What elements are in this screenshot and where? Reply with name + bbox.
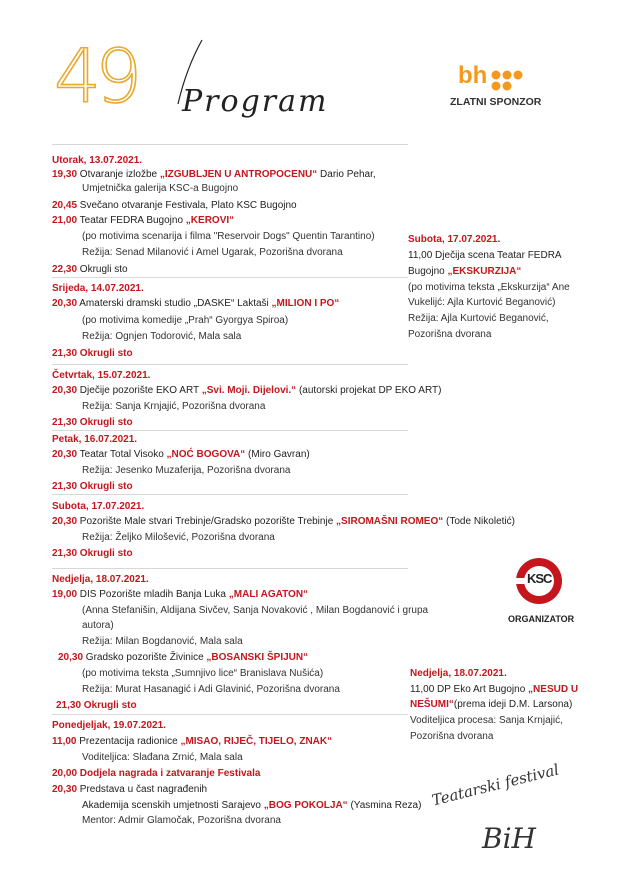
side-line: 11,00 Dječija scena Teatar FEDRA [408, 250, 562, 261]
event-line: 21,30 Okrugli sto [52, 348, 133, 359]
event-detail: (po motivima komedije „Prah“ Gyorgya Spiroa) [82, 315, 289, 326]
separator [52, 714, 408, 715]
event-detail: autora) [82, 620, 114, 631]
event-line: 21,30 Okrugli sto [52, 548, 133, 559]
side-line: Vukelijć: Ajla Kurtović Beganović) [408, 297, 556, 308]
side-line: Voditeljica procesa: Sanja Krnjajić, [410, 715, 563, 726]
day-date: Utorak, 13.07.2021. [52, 155, 143, 166]
day-date: Nedjelja, 18.07.2021. [52, 574, 149, 585]
sponsor-dots-icon [490, 70, 524, 92]
signature-line1: Teatarski festival [430, 760, 561, 810]
event-line: 20,30 Predstava u čast nagrađenih [52, 784, 208, 795]
side-line: (po motivima teksta „Ekskurzija“ Ane [408, 282, 570, 293]
day-date: Petak, 16.07.2021. [52, 434, 138, 445]
day-date: Subota, 17.07.2021. [52, 501, 145, 512]
event-detail: Režija: Jesenko Muzaferija, Pozorišna dvorana [82, 465, 291, 476]
event-detail: Režija: Ognjen Todorović, Mala sala [82, 331, 242, 342]
event-line: 19,30 Otvaranje izložbe „IZGUBLJEN U ANTROPOCENU“ Dario Pehar, [52, 169, 376, 180]
sponsor-brand: bh [458, 62, 488, 89]
event-detail: (po motivima teksta „Sumnjivo lice“ Branislava Nušića) [82, 668, 324, 679]
separator [52, 430, 408, 431]
festival-logo [54, 32, 354, 132]
event-line: 20,00 Dodjela nagrada i zatvaranje Festivala [52, 768, 261, 779]
event-detail: Umjetnička galerija KSC-a Bugojno [82, 183, 239, 194]
event-line: 20,30 Teatar Total Visoko „NOĆ BOGOVA“ (Miro Gavran) [52, 449, 310, 460]
event-detail: Režija: Murat Hasanagić i Adi Glavinić, Pozorišna dvorana [82, 684, 340, 695]
event-line: 20,30 Amaterski dramski studio „DASKE“ Laktaši „MILION I PO“ [52, 298, 340, 309]
event-detail: (po motivima scenarija i filma "Reservoir Dogs" Quentin Tarantino) [82, 231, 375, 242]
event-line: 20,30 Gradsko pozorište Živinice „BOSANSKI ŠPIJUN“ [58, 652, 309, 663]
separator [52, 144, 408, 145]
side-line: Bugojno „EKSKURZIJA“ [408, 266, 522, 277]
event-detail: Akademija scenskih umjetnosti Sarajevo „BOG POKOLJA“ (Yasmina Reza) [82, 800, 422, 811]
event-line: 20,45 Svečano otvaranje Festivala, Plato KSC Bugojno [52, 200, 297, 211]
side-line: Režija: Ajla Kurtović Beganović, [408, 313, 549, 324]
logo-flourish [172, 38, 212, 108]
event-detail: Mentor: Admir Glamočak, Pozorišna dvorana [82, 815, 281, 826]
event-line: 22,30 Okrugli sto [52, 264, 128, 275]
event-line: 21,30 Okrugli sto [52, 417, 133, 428]
separator [52, 568, 408, 569]
side-line: 11,00 DP Eko Art Bugojno „NESUD U [410, 684, 579, 695]
festival-signature [430, 760, 600, 870]
event-line: 20,30 Dječije pozorište EKO ART „Svi. Moji. Dijelovi.“ (autorski projekat DP EKO ART) [52, 385, 442, 396]
event-line: 19,00 DIS Pozorište mladih Banja Luka „MALI AGATON“ [52, 589, 309, 600]
event-detail: Režija: Željko Milošević, Pozorišna dvorana [82, 532, 275, 543]
side-line: Pozorišna dvorana [408, 329, 492, 340]
separator [52, 364, 408, 365]
separator [52, 494, 408, 495]
sponsor-label: ZLATNI SPONZOR [450, 96, 542, 108]
event-line: 11,00 Prezentacija radionice „MISAO, RIJEČ, TIJELO, ZNAK“ [52, 736, 333, 747]
organizer-logo [506, 556, 576, 626]
event-detail: Režija: Sanja Krnjajić, Pozorišna dvorana [82, 401, 266, 412]
organizer-logo-text: KSC [527, 571, 552, 586]
side-date: Subota, 17.07.2021. [408, 234, 501, 245]
separator [52, 277, 408, 278]
event-line: 21,30 Okrugli sto [56, 700, 137, 711]
event-detail: Voditeljica: Slađana Zrnić, Mala sala [82, 752, 243, 763]
event-detail: Režija: Milan Bogdanović, Mala sala [82, 636, 243, 647]
event-line: 20,30 Pozorište Male stvari Trebinje/Gradsko pozorište Trebinje „SIROMAŠNI ROMEO“ (Tode Nikoletić) [52, 516, 515, 527]
side-date: Nedjelja, 18.07.2021. [410, 668, 507, 679]
day-date: Četvrtak, 15.07.2021. [52, 370, 151, 381]
logo-number: 49 [54, 34, 137, 120]
logo-word: Program [182, 84, 329, 119]
event-line: 21,00 Teatar FEDRA Bugojno „KEROVI“ [52, 215, 235, 226]
event-detail: Režija: Senad Milanović i Amel Ugarak, Pozorišna dvorana [82, 247, 343, 258]
signature-line2: BiH [482, 822, 536, 855]
side-line: NEŠUMI“(prema ideji D.M. Larsona) [410, 699, 573, 710]
event-line: 21,30 Okrugli sto [52, 481, 133, 492]
day-date: Ponedjeljak, 19.07.2021. [52, 720, 166, 731]
event-detail: (Anna Stefanišin, Aldijana Sivčev, Sanja Novaković , Milan Bogdanović i grupa [82, 605, 429, 616]
sponsor-logo [450, 62, 550, 118]
day-date: Srijeda, 14.07.2021. [52, 283, 144, 294]
side-line: Pozorišna dvorana [410, 731, 494, 742]
organizer-label: ORGANIZATOR [508, 614, 575, 624]
